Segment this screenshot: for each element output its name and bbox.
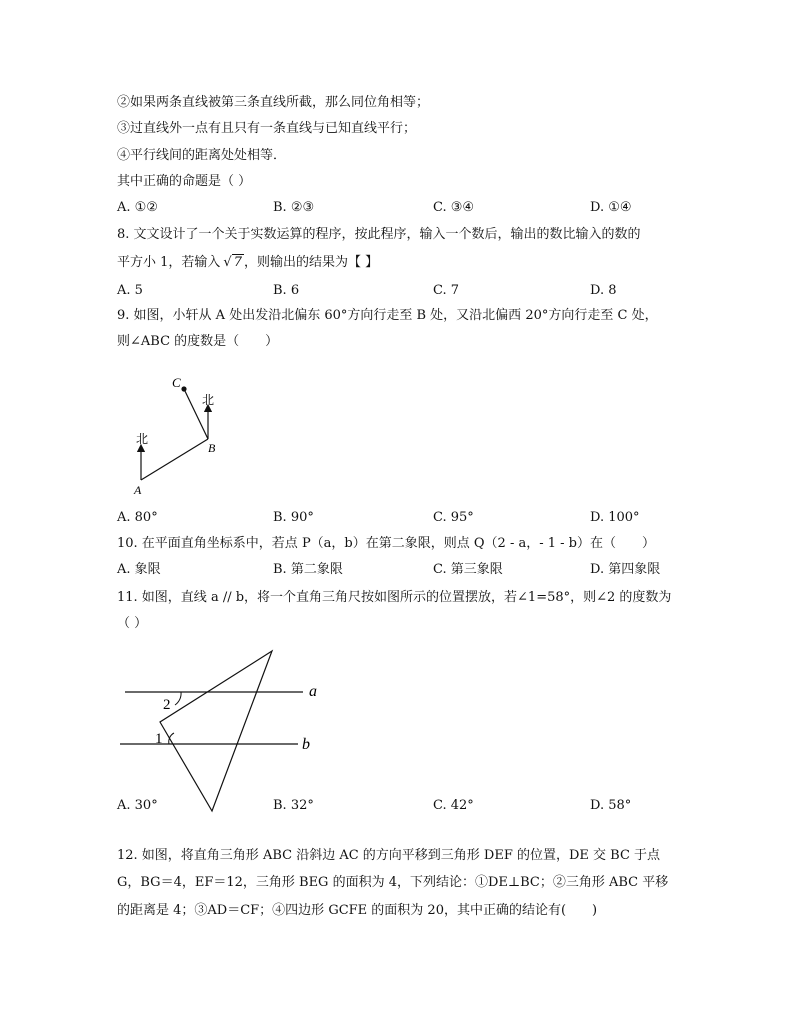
q9-direction-figure: [128, 370, 228, 500]
q8-option-a: A. 5: [117, 283, 143, 298]
q9-option-a: A. 80°: [117, 510, 158, 525]
q8-option-c: C. 7: [433, 283, 460, 298]
q11-option-c: C. 42°: [433, 798, 474, 813]
q7-option-d: D. ①④: [590, 200, 632, 215]
q12-text-line2: G，BG＝4，EF＝12，三角形 BEG 的面积为 4，下列结论：①DE⊥BC；②三角形 ABC 平移: [117, 875, 669, 890]
set-square-triangle: [160, 651, 272, 811]
q10-option-d: D. 第四象限: [590, 562, 661, 577]
q8-line2-pre: 平方小 1，若输入: [117, 255, 221, 270]
q9-text-line1: 9. 如图，小轩从 A 处出发沿北偏东 60°方向行走至 B 处，又沿北偏西 20°方向行走至 C 处，: [117, 308, 658, 323]
label-b: b: [302, 736, 310, 753]
label-a: A: [134, 483, 142, 497]
label-b: B: [208, 441, 216, 455]
label-c: C: [172, 375, 181, 390]
q8-text-line1: 8. 文文设计了一个关于实数运算的程序，按此程序，输入一个数后，输出的数比输入的数的: [117, 227, 641, 242]
q9-option-b: B. 90°: [273, 510, 314, 525]
q10-option-b: B. 第二象限: [273, 562, 343, 577]
q8-text-line2: [117, 254, 378, 272]
q11-option-d: D. 58°: [590, 798, 632, 813]
label-a: a: [309, 683, 317, 700]
q10-option-c: C. 第三象限: [433, 562, 503, 577]
point-c: [181, 386, 186, 391]
q12-text-line1: 12. 如图，将直角三角形 ABC 沿斜边 AC 的方向平移到三角形 DEF 的位置，DE 交 BC 于点: [117, 848, 661, 863]
sqrt-symbol: √ 7: [223, 255, 242, 270]
q11-option-b: B. 32°: [273, 798, 314, 813]
q7-option-b: B. ②③: [273, 200, 315, 215]
q7-option-a: A. ①②: [117, 200, 158, 215]
q8-line2-post: ，则输出的结果为【 】: [243, 255, 379, 270]
q7-statement-4: ④平行线间的距离处处相等．: [117, 148, 287, 163]
label-2: 2: [163, 697, 171, 713]
q9-option-c: C. 95°: [433, 510, 474, 525]
sqrt-radicand: 7: [233, 255, 242, 270]
q11-text-line1: 11. 如图，直线 a // b，将一个直角三角尺按如图所示的位置摆放，若∠1=58°，则∠2 的度数为: [117, 590, 672, 605]
path-ab: [141, 439, 208, 480]
angle-2-arc: [175, 692, 181, 705]
q10-option-a: A. 象限: [117, 562, 161, 577]
north-label-a: 北: [136, 432, 149, 446]
q11-text-line2: （ ）: [117, 616, 148, 631]
q7-statement-2: ②如果两条直线被第三条直线所截，那么同位角相等；: [117, 95, 430, 110]
q12-text-line3: 的距离是 4；③AD＝CF；④四边形 GCFE 的面积为 20，其中正确的结论有( ): [117, 903, 598, 918]
q9-option-d: D. 100°: [590, 510, 640, 525]
q8-option-d: D. 8: [590, 283, 617, 298]
q8-option-b: B. 6: [273, 283, 300, 298]
q7-question: 其中正确的命题是（ ）: [117, 174, 252, 189]
q9-text-line2: 则∠ABC 的度数是（ ）: [117, 334, 279, 349]
north-label-b: 北: [202, 393, 215, 407]
q10-text-line1: 10. 在平面直角坐标系中，若点 P（a，b）在第二象限，则点 Q（2 - a，- 1 - b）在（ ）: [117, 536, 656, 551]
q7-option-c: C. ③④: [433, 200, 475, 215]
q11-option-a: A. 30°: [117, 798, 158, 813]
q7-statement-3: ③过直线外一点有且只有一条直线与已知直线平行；: [117, 121, 417, 136]
q11-parallel-lines-figure: [115, 645, 335, 817]
label-1: 1: [155, 731, 163, 747]
